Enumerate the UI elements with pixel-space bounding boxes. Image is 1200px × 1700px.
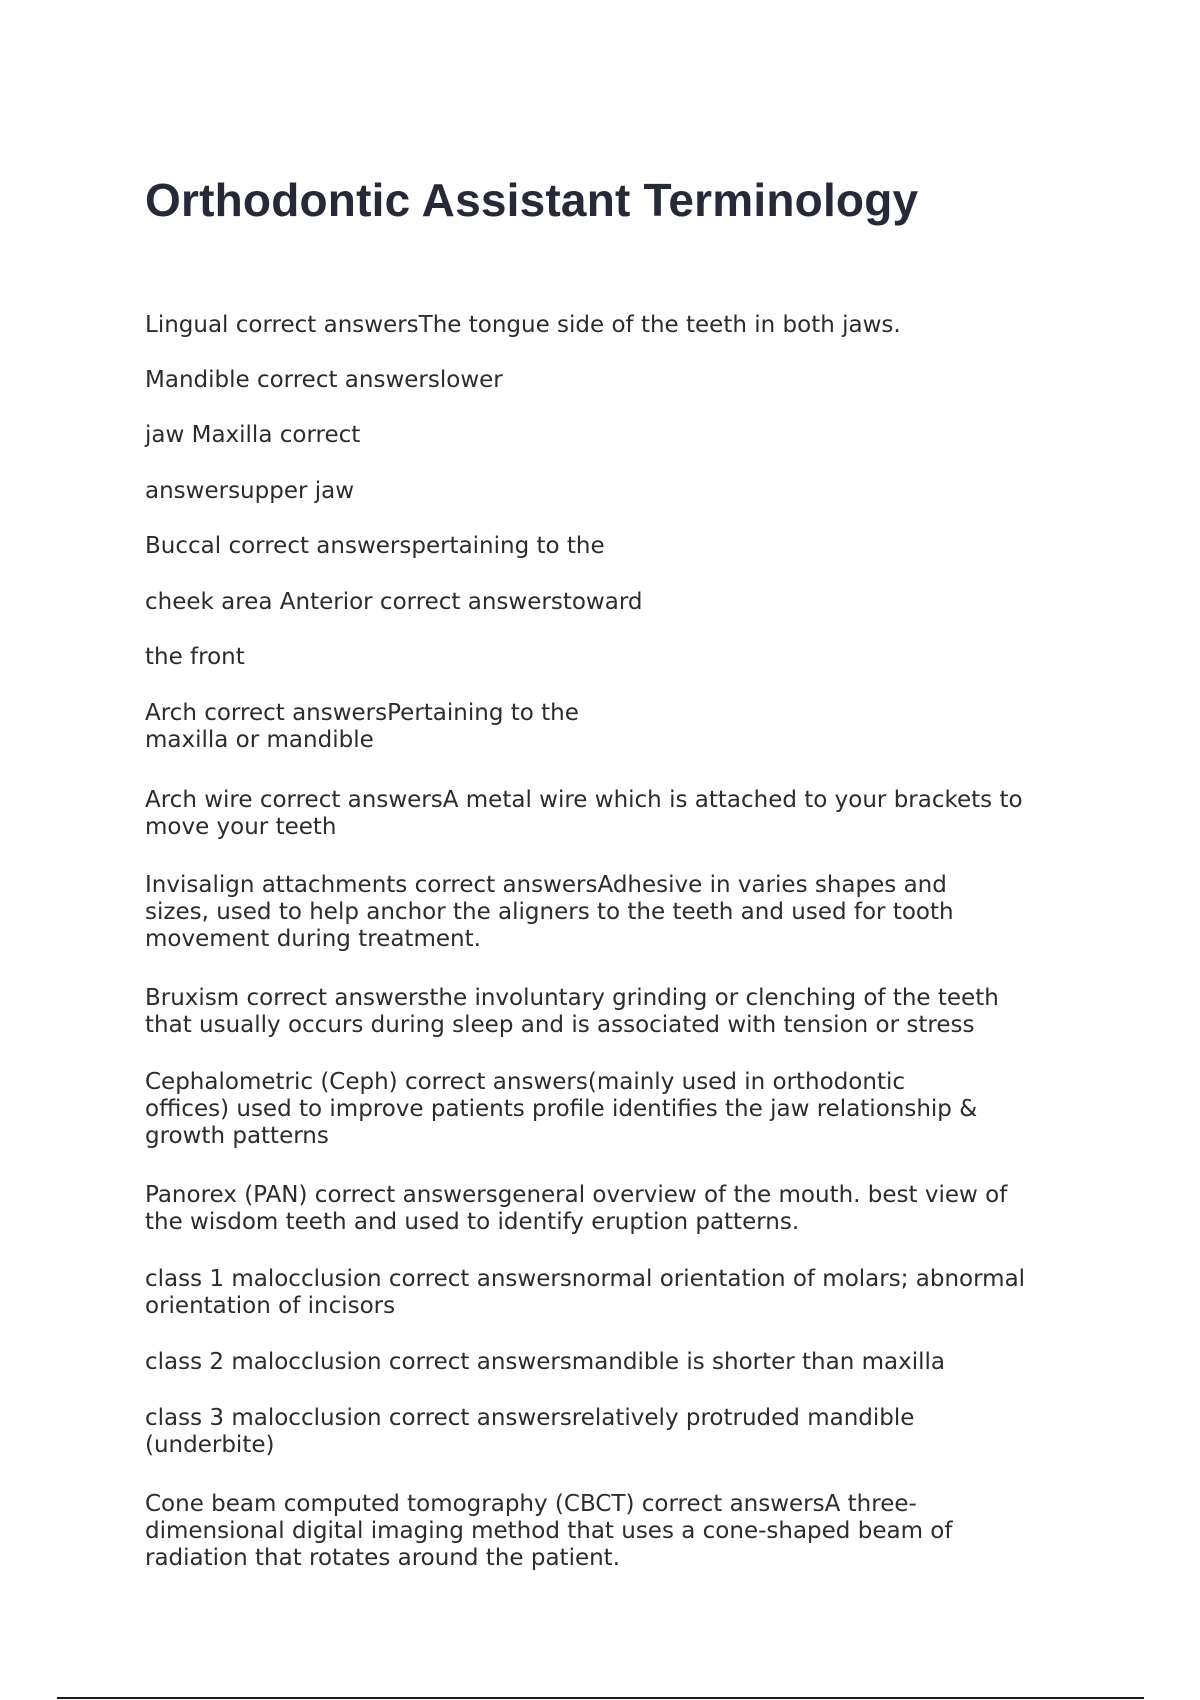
term-entry-arch-wire <box>145 787 1075 841</box>
term-line: that usually occurs during sleep and is associated with tension or stress <box>145 1012 975 1038</box>
term-line: Arch wire correct answersA metal wire which is attached to your brackets to <box>145 787 1023 813</box>
term-line: move your teeth <box>145 814 337 840</box>
term-entry-anterior <box>145 589 1075 616</box>
term-line: class 1 malocclusion correct answersnormal orientation of molars; abnormal <box>145 1266 1026 1292</box>
term-entry-cbct <box>145 1491 1075 1572</box>
term-line: Lingual correct answersThe tongue side of the teeth in both jaws. <box>145 312 901 338</box>
term-line: offices) used to improve patients profile identifies the jaw relationship & <box>145 1096 978 1122</box>
term-entry-bruxism <box>145 985 1075 1039</box>
term-line: Cone beam computed tomography (CBCT) correct answersA three- <box>145 1491 917 1517</box>
term-line: maxilla or mandible <box>145 727 374 753</box>
term-entry-panorex <box>145 1182 1075 1236</box>
term-entry-invisalign-attachments <box>145 872 1075 953</box>
term-line: Arch correct answersPertaining to the <box>145 700 579 726</box>
term-line: class 2 malocclusion correct answersmandible is shorter than maxilla <box>145 1349 945 1375</box>
term-line: growth patterns <box>145 1123 329 1149</box>
term-line: (underbite) <box>145 1432 275 1458</box>
term-line: answersupper jaw <box>145 478 355 504</box>
term-line: movement during treatment. <box>145 926 481 952</box>
term-line: cheek area Anterior correct answerstoward <box>145 589 643 615</box>
term-line: jaw Maxilla correct <box>145 422 361 448</box>
term-line: Bruxism correct answersthe involuntary grinding or clenching of the teeth <box>145 985 999 1011</box>
term-line: the front <box>145 644 245 670</box>
term-entry-class-1 <box>145 1266 1075 1320</box>
term-line: class 3 malocclusion correct answersrelatively protruded mandible <box>145 1405 915 1431</box>
term-entry-buccal <box>145 533 1075 560</box>
term-line: sizes, used to help anchor the aligners to the teeth and used for tooth <box>145 899 954 925</box>
term-line: Invisalign attachments correct answersAdhesive in varies shapes and <box>145 872 947 898</box>
term-entry-maxilla <box>145 422 1075 449</box>
term-entry-class-3 <box>145 1405 1075 1459</box>
term-entry-cephalometric <box>145 1069 1075 1150</box>
term-entry-arch <box>145 700 1075 754</box>
term-entry-mandible <box>145 367 1075 394</box>
document-title: Orthodontic Assistant Terminology <box>145 174 919 226</box>
term-entry-lingual <box>145 312 1075 339</box>
term-line: Cephalometric (Ceph) correct answers(mainly used in orthodontic <box>145 1069 906 1095</box>
term-line: orientation of incisors <box>145 1293 396 1319</box>
term-entry-maxilla-cont <box>145 478 1075 505</box>
page-bottom-divider <box>57 1697 1144 1699</box>
term-entry-class-2 <box>145 1349 1075 1376</box>
term-line: Buccal correct answerspertaining to the <box>145 533 605 559</box>
term-line: Mandible correct answerslower <box>145 367 503 393</box>
term-line: dimensional digital imaging method that uses a cone-shaped beam of <box>145 1518 953 1544</box>
term-line: the wisdom teeth and used to identify eruption patterns. <box>145 1209 800 1235</box>
term-line: Panorex (PAN) correct answersgeneral overview of the mouth. best view of <box>145 1182 1008 1208</box>
term-line: radiation that rotates around the patient. <box>145 1545 621 1571</box>
term-entry-anterior-cont <box>145 644 1075 671</box>
